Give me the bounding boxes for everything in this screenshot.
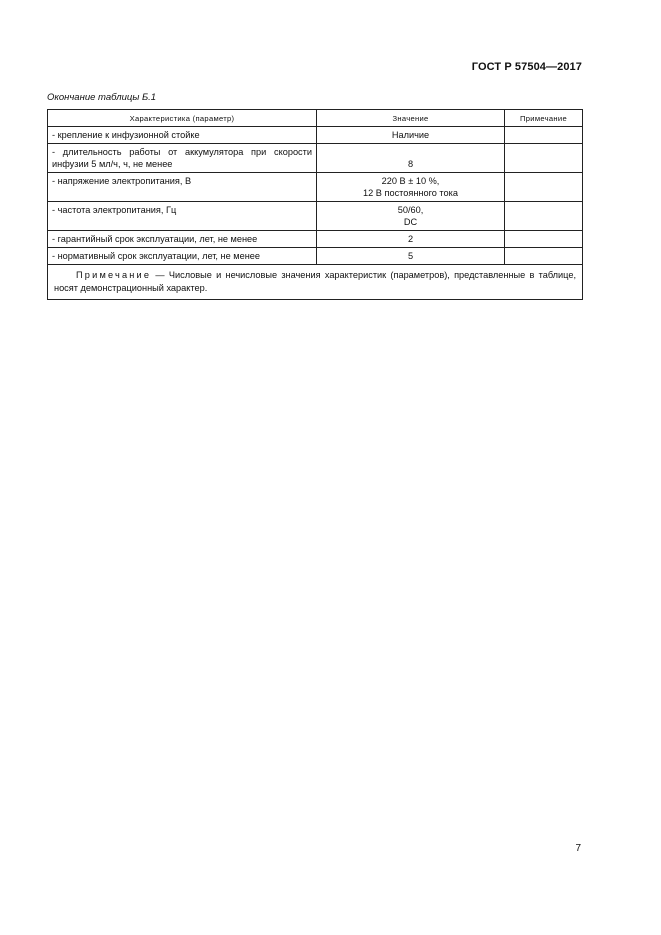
row-value: 5 [317,248,505,265]
table-footnote-row [48,265,583,300]
row-value-line: 220 В ± 10 %, [381,176,440,186]
row-value [317,173,505,202]
row-note [505,202,583,231]
row-value-line: 12 В постоянного тока [363,188,458,198]
column-header-characteristic: Характеристика (параметр) [48,110,317,127]
row-note [505,248,583,265]
row-characteristic: - крепление к инфузионной стойке [48,127,317,144]
row-value: 2 [317,231,505,248]
row-note [505,231,583,248]
document-id: ГОСТ Р 57504—2017 [471,61,582,73]
table-row [48,248,583,265]
row-characteristic: - напряжение электропитания, В [48,173,317,202]
row-characteristic: - длительность работы от аккумулятора при скорости инфузии 5 мл/ч, ч, не менее [48,144,317,173]
table-row [48,127,583,144]
row-note [505,144,583,173]
column-header-value: Значение [317,110,505,127]
row-value: Наличие [317,127,505,144]
row-value-line: DC [403,217,418,227]
row-value-line: 50/60, [397,205,424,215]
table-row [48,144,583,173]
row-note [505,127,583,144]
column-header-note: Примечание [505,110,583,127]
table-header-row [48,110,583,127]
row-value: 8 [317,144,505,173]
footnote-text: — Числовые и нечисловые значения характеристик (параметров), представленные в таблице, носят демонстрационный характер. [54,270,576,293]
table-row [48,173,583,202]
spec-table [47,109,583,300]
row-note [505,173,583,202]
row-characteristic: - нормативный срок эксплуатации, лет, не менее [48,248,317,265]
footnote-label: Примечание [76,270,152,280]
table-row [48,231,583,248]
table-caption: Окончание таблицы Б.1 [47,92,157,103]
row-characteristic: - гарантийный срок эксплуатации, лет, не менее [48,231,317,248]
table-footnote [48,265,583,300]
row-characteristic: - частота электропитания, Гц [48,202,317,231]
row-value [317,202,505,231]
page-number: 7 [575,843,581,854]
table-row [48,202,583,231]
